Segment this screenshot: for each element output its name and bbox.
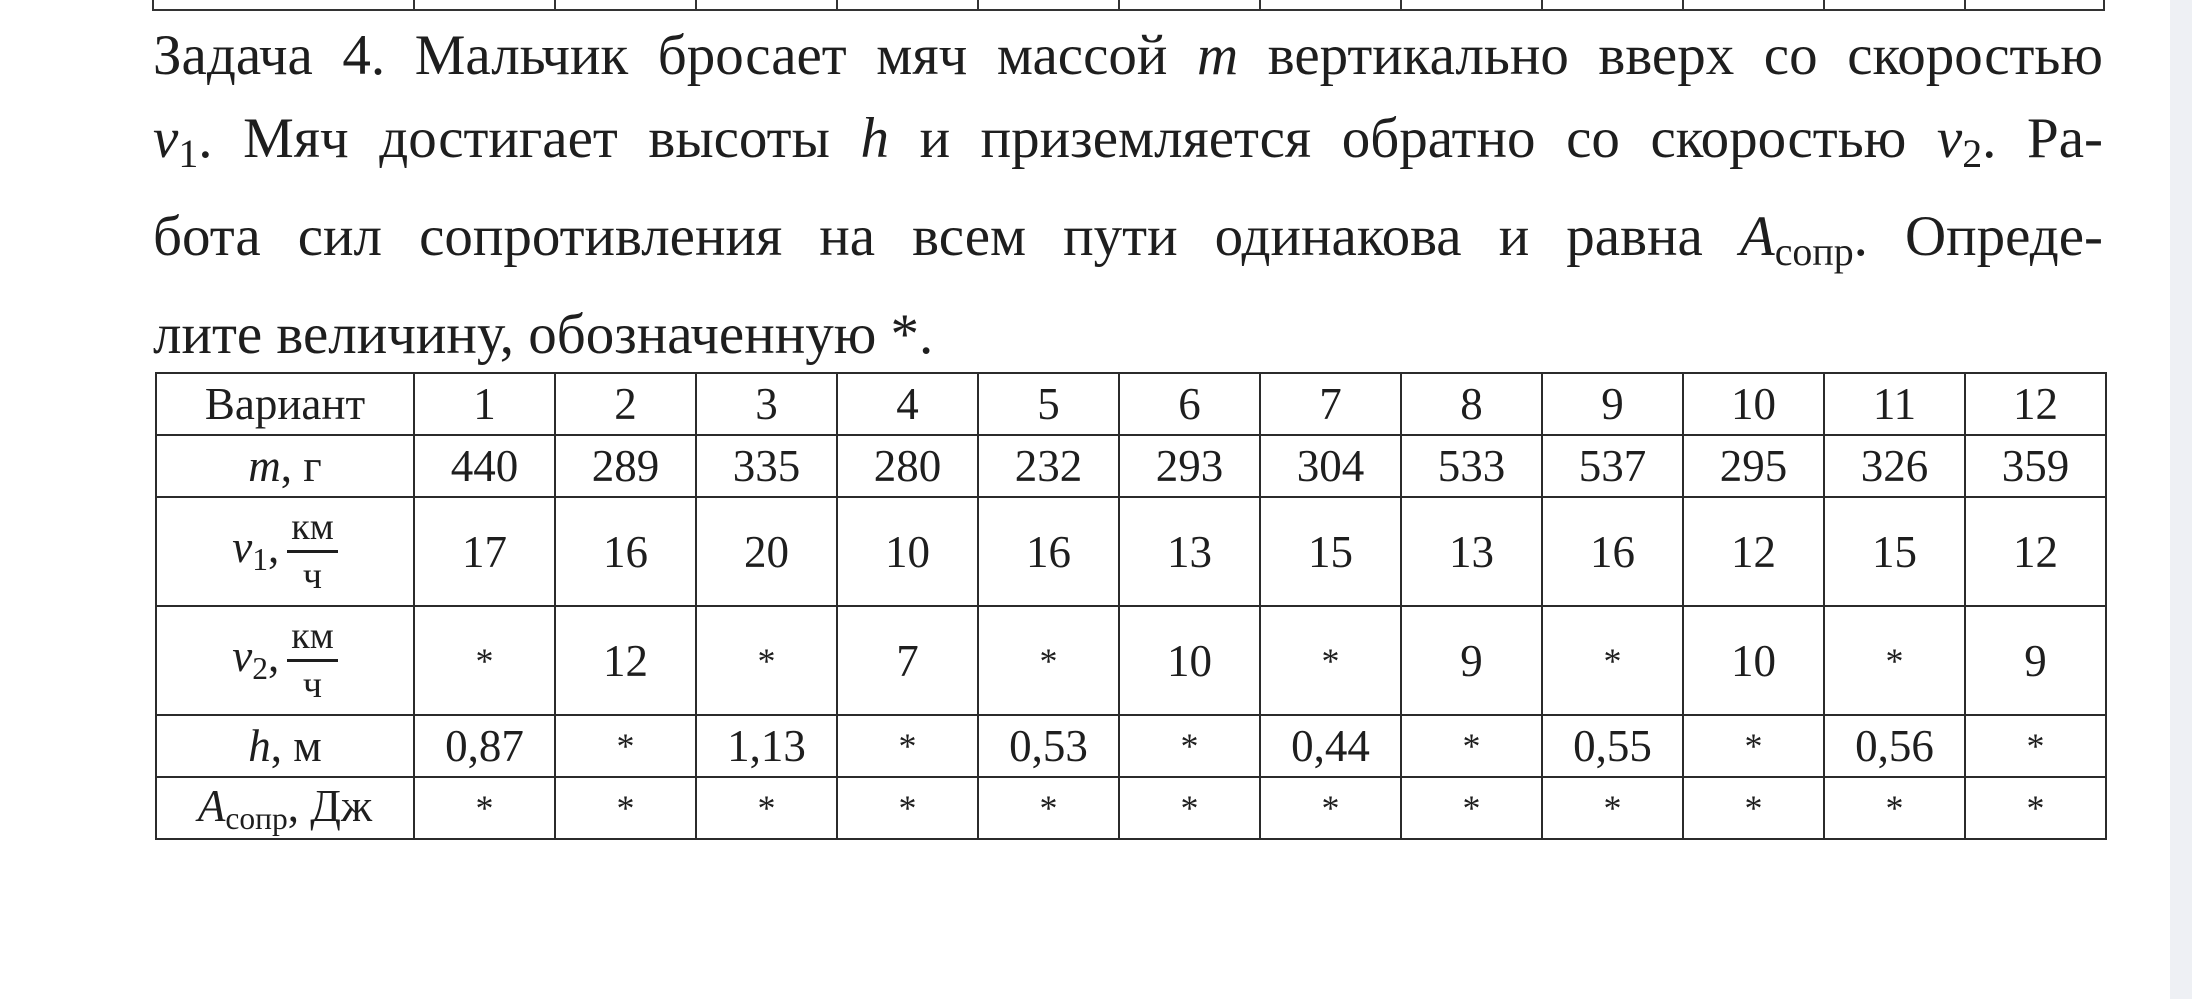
previous-table-column-tick [1259,0,1261,11]
variant-number-cell: 12 [1965,373,2106,435]
v1-label-cell: $v_1$, $\frac{км}{ч}$ [156,497,414,606]
height-label-cell: h, м [156,715,414,777]
work-value-cell: * [1542,777,1683,839]
variant-number-cell: 5 [978,373,1119,435]
v1-value-cell: 16 [555,497,696,606]
height-value-cell: * [1119,715,1260,777]
previous-table-column-tick [413,0,415,11]
variant-number-cell: 4 [837,373,978,435]
previous-table-column-tick [1541,0,1543,11]
previous-table-bottom-edge [152,0,2105,11]
v1-value-cell: 12 [1965,497,2106,606]
v2-value-cell: 10 [1683,606,1824,715]
problem-line-3: бота сил сопротивления на всем пути одинакова и равна $A_{сопр}$. Опреде- [153,204,2104,274]
var-h: h [860,107,889,170]
work-value-cell: * [978,777,1119,839]
previous-table-column-tick [1823,0,1825,11]
height-value-cell: 0,55 [1542,715,1683,777]
mass-value-cell: 280 [837,435,978,497]
problem-line-4: лите величину, обозначенную *. [153,302,934,366]
v1-value-cell: 12 [1683,497,1824,606]
height-value-cell: * [1401,715,1542,777]
var-a-sopr: $A_{сопр}$ [1739,204,1854,274]
variant-number-cell: 2 [555,373,696,435]
previous-table-column-tick [1118,0,1120,11]
v1-value-cell: 16 [978,497,1119,606]
height-value-cell: * [1683,715,1824,777]
v1-value-cell: 15 [1260,497,1401,606]
height-value-cell: * [837,715,978,777]
variants-table [155,372,2107,840]
mass-value-cell: 440 [414,435,555,497]
v2-value-cell: 7 [837,606,978,715]
v1-value-cell: 15 [1824,497,1965,606]
work-value-cell: * [1824,777,1965,839]
work-value-cell: * [555,777,696,839]
v1-value-cell: 17 [414,497,555,606]
height-row [156,715,2106,777]
header-row [156,373,2106,435]
mass-value-cell: 232 [978,435,1119,497]
v2-value-cell: * [1542,606,1683,715]
problem-statement [153,14,2103,376]
mass-label-cell: m, г [156,435,414,497]
work-value-cell: * [837,777,978,839]
v2-value-cell: 12 [555,606,696,715]
work-value-cell: * [414,777,555,839]
work-row [156,777,2106,839]
mass-value-cell: 359 [1965,435,2106,497]
v2-value-cell: 10 [1119,606,1260,715]
var-v2: $v_2$ [1936,107,1983,176]
v2-value-cell: 9 [1965,606,2106,715]
v1-value-cell: 16 [1542,497,1683,606]
height-value-cell: 0,56 [1824,715,1965,777]
height-value-cell: * [555,715,696,777]
v1-value-cell: 13 [1119,497,1260,606]
mass-value-cell: 533 [1401,435,1542,497]
work-value-cell: * [1119,777,1260,839]
v1-value-cell: 20 [696,497,837,606]
v2-value-cell: * [978,606,1119,715]
work-value-cell: * [1401,777,1542,839]
variant-number-cell: 7 [1260,373,1401,435]
work-label-cell: $A_{сопр}$, Дж [156,777,414,839]
v1-value-cell: 10 [837,497,978,606]
previous-table-column-tick [1400,0,1402,11]
previous-table-column-tick [836,0,838,11]
mass-value-cell: 289 [555,435,696,497]
previous-table-column-tick [554,0,556,11]
mass-value-cell: 304 [1260,435,1401,497]
previous-table-column-tick [695,0,697,11]
variant-number-cell: 11 [1824,373,1965,435]
unit-kmh-fraction: $\frac{км}{ч}$ [287,617,338,704]
v2-value-cell: * [414,606,555,715]
problem-line-2: $v_1$. Мяч достигает высоты h и приземляется обратно со скоростью $v_2$. Ра- [153,107,2103,176]
variant-number-cell: 9 [1542,373,1683,435]
v2-value-cell: * [1824,606,1965,715]
mass-value-cell: 293 [1119,435,1260,497]
previous-table-column-tick [1682,0,1684,11]
previous-table-column-tick [977,0,979,11]
mass-value-cell: 295 [1683,435,1824,497]
mass-row [156,435,2106,497]
height-value-cell: 0,53 [978,715,1119,777]
variant-number-cell: 3 [696,373,837,435]
mass-value-cell: 537 [1542,435,1683,497]
work-value-cell: * [1683,777,1824,839]
v2-value-cell: * [696,606,837,715]
variant-number-cell: 8 [1401,373,1542,435]
viewer-side-strip [2170,0,2192,999]
height-value-cell: 0,44 [1260,715,1401,777]
variant-number-cell: 6 [1119,373,1260,435]
var-m: m [1196,24,1239,87]
height-value-cell: 1,13 [696,715,837,777]
unit-kmh-fraction: $\frac{км}{ч}$ [287,508,338,595]
previous-table-column-tick [1964,0,1966,11]
v2-value-cell: 9 [1401,606,1542,715]
problem-line-1: Задача 4. Мальчик бросает мяч массой m вертикально вверх со скоростью [153,24,2103,87]
mass-value-cell: 335 [696,435,837,497]
v2-value-cell: * [1260,606,1401,715]
work-value-cell: * [696,777,837,839]
v1-value-cell: 13 [1401,497,1542,606]
var-v1: $v_1$ [153,107,199,176]
v2-label-cell: $v_2$, $\frac{км}{ч}$ [156,606,414,715]
header-label-cell: Вариант [156,373,414,435]
v2-row [156,606,2106,715]
variant-number-cell: 1 [414,373,555,435]
v1-row [156,497,2106,606]
mass-value-cell: 326 [1824,435,1965,497]
work-value-cell: * [1260,777,1401,839]
variant-number-cell: 10 [1683,373,1824,435]
height-value-cell: 0,87 [414,715,555,777]
work-value-cell: * [1965,777,2106,839]
height-value-cell: * [1965,715,2106,777]
